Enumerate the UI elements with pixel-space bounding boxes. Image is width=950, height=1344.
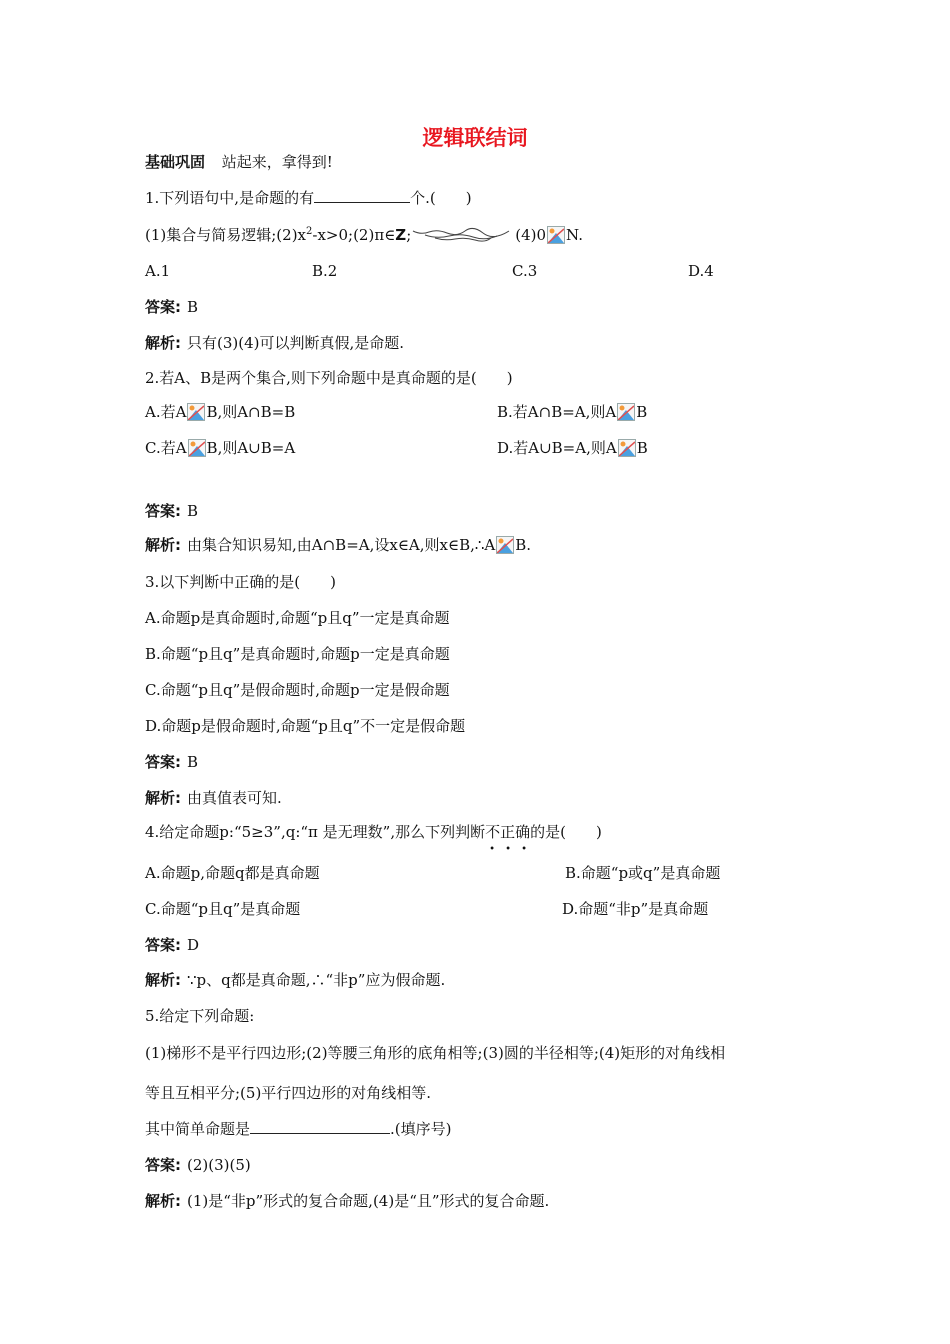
missing-image-icon <box>617 403 635 421</box>
q5-items-line1: (1)梯形不是平行四边形;(2)等腰三角形的底角相等;(3)圆的半径相等;(4)矩形的对角线相 <box>145 1044 726 1062</box>
q1-items: (1)集合与简易逻辑$;(2)x^2-x>0;(2)\pi\in Z$; (4)0 N. <box>145 226 583 244</box>
section-label: 基础巩固 <box>145 153 206 171</box>
q1-answer: 答案: B <box>145 298 199 316</box>
q5-items-line2: 等且互相平分;(5)平行四边形的对角线相等. <box>145 1084 432 1102</box>
q3-option-b: B.命题“p且q”是真命题时,命题p一定是真命题 <box>145 645 450 663</box>
q4-stem: 4.给定命题p:“5≥3”,q:“π 是无理数”,那么下列判断不正确 • • • 的是( ) <box>145 823 602 855</box>
q2-option-d: D.若A∪B=A,则A B <box>497 439 648 457</box>
section-motto: 站起来，拿得到! <box>221 153 333 171</box>
q2-answer: 答案: B <box>145 502 199 520</box>
q3-stem: 3.以下判断中正确的是( ) <box>145 573 337 591</box>
q2-option-c: C.若A B,则A∪B=A <box>145 439 296 457</box>
q2-analysis: 解析: 由集合知识易知,由A∩B=A,设x∈A,则x∈B,∴A B. <box>145 536 532 554</box>
q3-option-d: D.命题p是假命题时,命题“p且q”不一定是假命题 <box>145 717 466 735</box>
q1-blank <box>314 188 410 203</box>
q5-analysis: 解析: (1)是“非p”形式的复合命题,(4)是“且”形式的复合命题. <box>145 1192 550 1210</box>
q4-answer: 答案: D <box>145 936 200 954</box>
q1-option-d: D.4 <box>688 262 714 280</box>
q3-option-a: A.命题p是真命题时,命题“p且q”一定是真命题 <box>145 609 450 627</box>
q1-option-c: C.3 <box>512 262 538 280</box>
missing-image-icon <box>547 226 565 244</box>
q1-option-b: B.2 <box>312 262 338 280</box>
q3-option-c: C.命题“p且q”是假命题时,命题p一定是假命题 <box>145 681 450 699</box>
q3-answer: 答案: B <box>145 753 199 771</box>
q2-option-a: A.若A B,则A∩B=B <box>145 403 296 421</box>
document-title: 逻辑联结词 <box>422 126 528 150</box>
q5-blank <box>250 1119 390 1134</box>
q4-analysis: 解析: ∵p、q都是真命题,∴“非p”应为假命题. <box>145 971 446 989</box>
q2-stem: 2.若A、B是两个集合,则下列命题中是真命题的是( ) <box>145 369 513 387</box>
q4-option-a: A.命题p,命题q都是真命题 <box>145 864 320 882</box>
missing-image-icon <box>188 439 206 457</box>
missing-image-icon <box>618 439 636 457</box>
q1-analysis: 解析: 只有(3)(4)可以判断真假,是命题. <box>145 334 405 352</box>
q4-option-b: B.命题“p或q”是真命题 <box>565 864 721 882</box>
q2-option-b: B.若A∩B=A,则A B <box>497 403 648 421</box>
q1-option-a: A.1 <box>145 262 171 280</box>
q5-stem: 5.给定下列命题: <box>145 1007 255 1025</box>
emphasis-dotted-text: 不正确 • • • <box>485 823 531 855</box>
q5-fill: 其中简单命题是 .(填序号) <box>145 1120 452 1138</box>
q3-analysis: 解析: 由真值表可知. <box>145 789 282 807</box>
wavy-scribble <box>411 227 511 243</box>
section-header <box>145 152 333 172</box>
missing-image-icon <box>187 403 205 421</box>
q4-option-d: D.命题“非p”是真命题 <box>562 900 709 918</box>
missing-image-icon <box>496 536 514 554</box>
q5-answer: 答案: (2)(3)(5) <box>145 1156 251 1174</box>
q1-stem: 1.下列语句中,是命题的有 个.( ) <box>145 189 472 207</box>
q4-option-c: C.命题“p且q”是真命题 <box>145 900 301 918</box>
